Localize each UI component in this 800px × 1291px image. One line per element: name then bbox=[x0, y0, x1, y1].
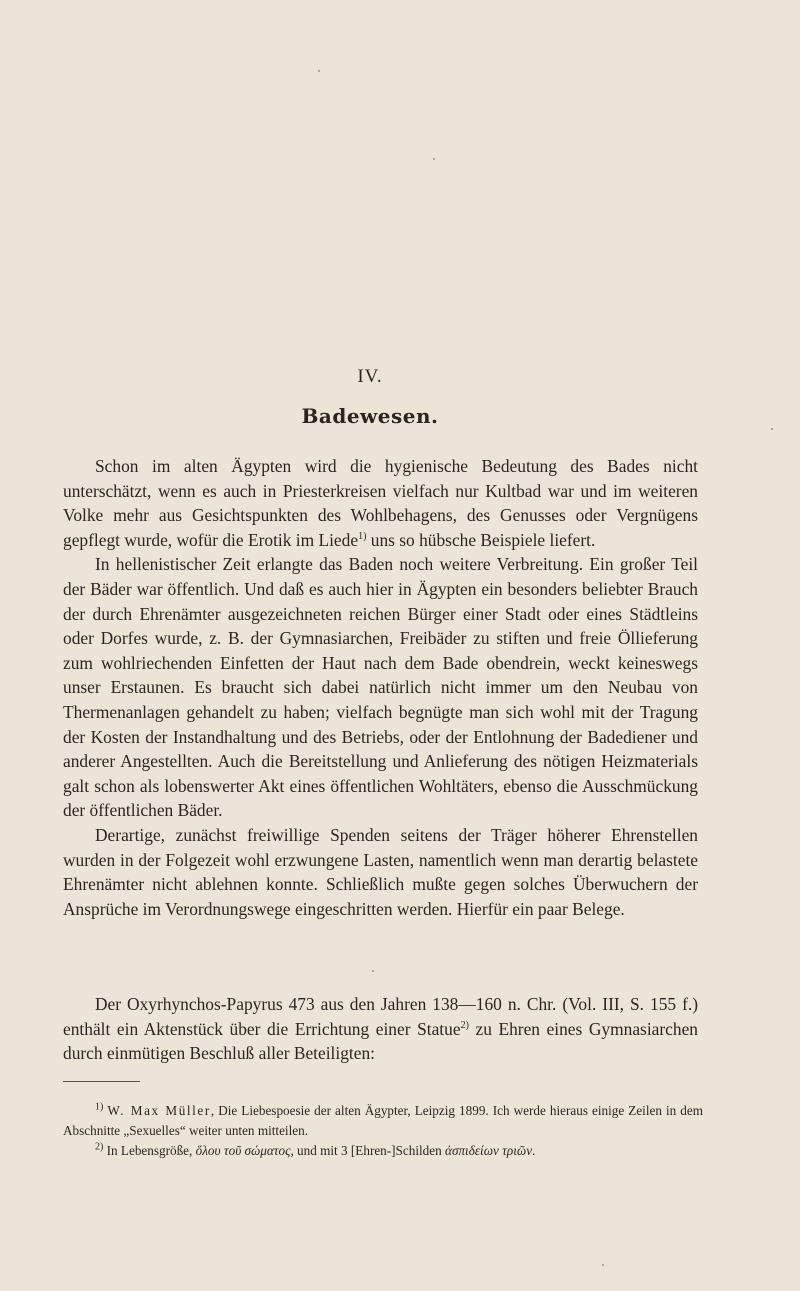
paragraph-4-text-end: zu Ehren eines Gymnasiarchen durch einmütigen Beschluß aller Beteiligten: bbox=[63, 1018, 698, 1064]
footnotes bbox=[63, 1101, 703, 1161]
footnote-1-author: W. Max Müller bbox=[107, 1103, 211, 1118]
paragraph-1-text: Schon im alten Ägypten wird die hygienische Bedeutung des Bades nicht unterschätzt, wenn es auch in Priesterkreisen vielfach nur Kultbad war und im weiteren Volke mehr aus Gesichtspunkten des Wohlbehagens, des Genusses oder Vergnügens gepflegt wurde, wofür die Erotik im Liede bbox=[63, 456, 698, 550]
footnote-2-text: In Lebensgröße, bbox=[106, 1143, 196, 1158]
paper-speck bbox=[372, 970, 374, 972]
paper-speck bbox=[602, 1264, 604, 1266]
footnote-2-mark: 2) bbox=[95, 1141, 104, 1153]
footnote-1-text: , Die Liebespoesie der alten Ägypter, Leipzig 1899. Ich werde hieraus einige Zeilen in dem Abschnitte „Sexuelles“ weiter unten mitteilen. bbox=[63, 1103, 703, 1138]
paragraph-1-text-end: uns so hübsche Beispiele liefert. bbox=[366, 529, 596, 550]
paragraph-4 bbox=[63, 992, 698, 1066]
footnote-2 bbox=[63, 1141, 703, 1161]
chapter-number: IV. bbox=[357, 366, 383, 387]
footnote-2-greek-1: ὅλου τοῦ σώματος bbox=[195, 1143, 291, 1158]
paragraph-3: Derartige, zunächst freiwillige Spenden seitens der Träger höherer Ehrenstellen wurden in der Folgezeit wohl erzwungene Lasten, namentlich wenn man derartig belastete Ehrenämter nicht ablehnen konnte. Schließlich mußte gegen solches Überwuchern der Ansprüche im Verordnungswege eingeschritten werden. Hierfür ein paar Belege. bbox=[63, 824, 698, 919]
footnote-1 bbox=[63, 1101, 703, 1141]
footnote-divider bbox=[63, 1081, 140, 1082]
footnote-ref-2: 2) bbox=[460, 1019, 469, 1031]
paper-speck bbox=[318, 70, 320, 72]
paragraph-1 bbox=[63, 454, 698, 552]
main-text-block bbox=[63, 454, 698, 921]
paper-speck bbox=[433, 158, 435, 160]
paragraph-4-text: Der Oxyrhynchos-Papyrus 473 aus den Jahren 138—160 n. Chr. (Vol. III, S. 155 f.) enthält ein Aktenstück über die Errichtung einer Statue bbox=[63, 994, 698, 1039]
footnote-2-greek-2: ἀσπιδείων τριῶν bbox=[445, 1143, 533, 1158]
papyrus-paragraph-block bbox=[63, 992, 698, 1066]
footnote-2-text-mid: , und mit 3 [Ehren-]Schilden bbox=[290, 1143, 446, 1158]
footnote-ref-1: 1) bbox=[358, 530, 367, 542]
paper-speck bbox=[771, 428, 773, 430]
footnote-1-mark: 1) bbox=[95, 1101, 104, 1113]
footnote-2-text-end: . bbox=[532, 1143, 536, 1158]
paragraph-2: In hellenistischer Zeit erlangte das Baden noch weitere Verbreitung. Ein großer Teil der Bäder war öffentlich. Und daß es auch hier in Ägypten ein besonders beliebter Brauch der durch Ehrenämter ausgezeichneten reichen Bürger einer Stadt oder eines Städtleins oder Dorfes wurde, z. B. der Gymnasiarchen, Freibäder zu stiften und freie Öllieferung zum wohlriechenden Einfetten der Haut nach dem Bade obendrein, weckt keineswegs unser Erstaunen. Es braucht sich dabei natürlich nicht immer um den Neubau von Thermenanlagen gehandelt zu haben; vielfach begnügte man sich wohl mit der Tragung der Kosten der Instandhaltung und des Betriebs, oder der Entlohnung der Badediener und anderer Angestellten. Auch die Bereitstellung und Anlieferung des nötigen Heizmaterials galt schon als lobenswerter Akt eines öffentlichen Wohltäters, ebenso die Ausschmückung der öffentlichen Bäder. bbox=[63, 554, 698, 821]
chapter-title: Badewesen. bbox=[301, 404, 439, 428]
